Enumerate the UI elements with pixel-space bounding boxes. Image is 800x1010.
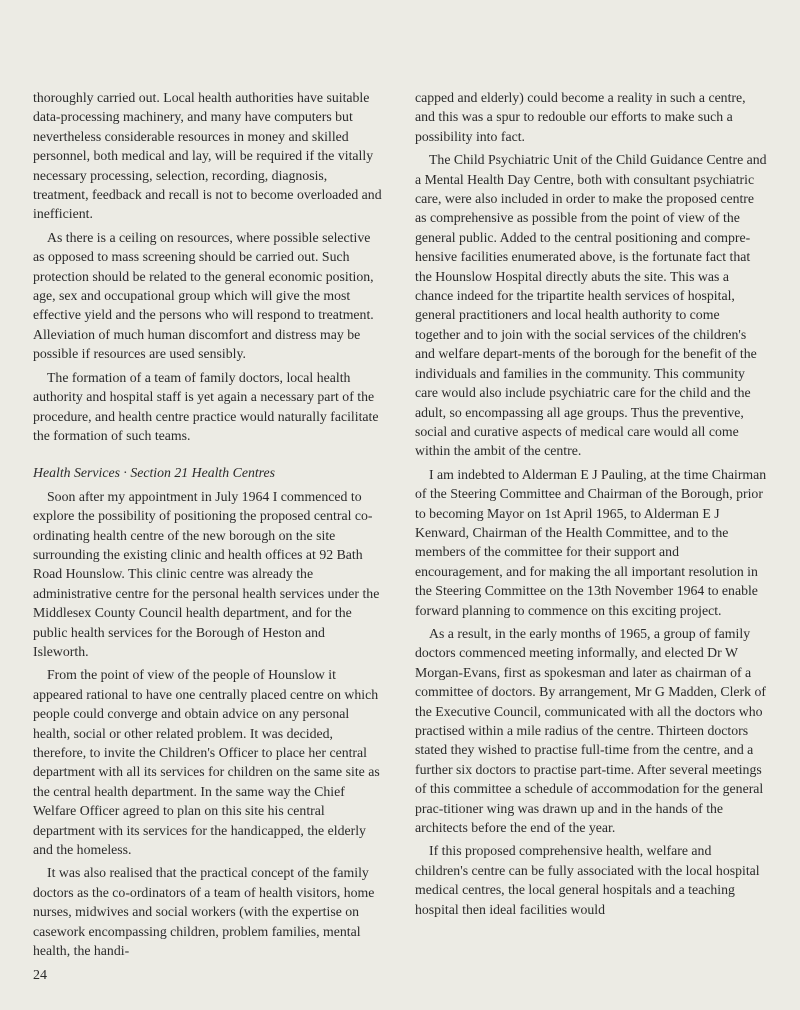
paragraph: Soon after my appointment in July 1964 I commenced to explore the possibility of positioning the proposed central co-ordinating health centre of the new borough on the site surrounding the existing clinic and health offices at 92 Bath Road Hounslow. This clinic centre was already the administrative centre for the personal health services under the Middlesex County Council health department, and for the public health services for the Borough of Heston and Isleworth.: [33, 488, 380, 659]
paragraph: thoroughly carried out. Local health authorities have suitable data-processing machinery, and many have computers but nevertheless considerable resources in money and skilled personnel, both medical and lay, will be required if the vitally necessary processing, selection, recording, diagnosis, treatment, feedback and recall is not to become overloaded and inefficient.: [33, 90, 382, 222]
paragraph: If this proposed comprehensive health, welfare and children's centre can be fully associated with the local hospital medical centres, the local general hospitals and a teaching hospital then ideal facilities would: [415, 843, 760, 917]
left-column: [33, 88, 383, 964]
paragraph: The Child Psychiatric Unit of the Child Guidance Centre and a Mental Health Day Centre, both with consultant psychiatric care, were also included in order to make the proposed centre as comprehensive as possible from the point of view of the general public. Added to the central positioning and compre-hensive facilities enumerated above, is the fortunate fact that the Hounslow Hospital directly abuts the site. This was a chance indeed for the tripartite health services of hospital, general practitioners and local health authority to come together and to join with the social services of the children's and welfare depart-ments of the borough for the benefit of the individuals and families in the community. This community care would also include psychiatric care for the child and the adult, so encompassing all age groups. Thus the preventive, social and curative aspects of medical care would all come within the ambit of the centre.: [415, 152, 767, 459]
paragraph: From the point of view of the people of Hounslow it appeared rational to have one centrally placed centre on which people could converge and obtain advice on any personal health, social or other related problem. It was decided, therefore, to invite the Children's Officer to place her central department with all its services for children on the same site as the central health department. In the same way the Chief Welfare Officer agreed to plan on this site his central department with its services for the handicapped, the elderly and the homeless.: [33, 667, 380, 858]
paragraph: As a result, in the early months of 1965, a group of family doctors commenced meeting informally, and elected Dr W Morgan-Evans, first as spokesman and later as chairman of a committee of doctors. By arrangement, Mr G Madden, Clerk of the Executive Council, communicated with all the doctors who practised within a mile radius of the centre. Thirteen doctors stated they wished to practise full-time from the centre, and a further six doctors to practise part-time. After several meetings of this committee a schedule of accommodation for the general prac-titioner wing was drawn up and in the hands of the architects before the end of the year.: [415, 625, 766, 836]
paragraph: capped and elderly) could become a reality in such a centre, and this was a spur to redouble our efforts to make such a possibility into fact.: [415, 90, 746, 144]
right-column: [415, 88, 767, 923]
section-heading: Health Services · Section 21 Health Centres: [33, 465, 276, 481]
paragraph: The formation of a team of family doctors, local health authority and hospital staff is yet again a necessary part of the procedure, and health centre practice would naturally facilitate the formation of such teams.: [33, 369, 379, 443]
paragraph: As there is a ceiling on resources, where possible selective as opposed to mass screening should be carried out. Such protection should be related to the general economic position, age, sex and occupational group which will give the most effective yield and the persons who will respond to treatment. Alleviation of much human discomfort and distress may be possible if resources are used sensibly.: [33, 229, 374, 362]
paragraph: It was also realised that the practical concept of the family doctors as the co-ordinators of a team of health visitors, home nurses, midwives and social workers (with the expertise on casework encompassing children, problem families, mental health, the handi-: [33, 865, 375, 959]
page-number: 24: [33, 968, 47, 983]
paragraph: I am indebted to Alderman E J Pauling, at the time Chairman of the Steering Committee and Chairman of the Borough, prior to becoming Mayor on 1st April 1965, to Alderman E J Kenward, Chairman of the Health Committee, and to the members of the committee for their support and encouragement, and for making the all important resolution in the Steering Committee on the 13th November 1964 to enable forward planning to commence on this exciting project.: [415, 466, 767, 618]
